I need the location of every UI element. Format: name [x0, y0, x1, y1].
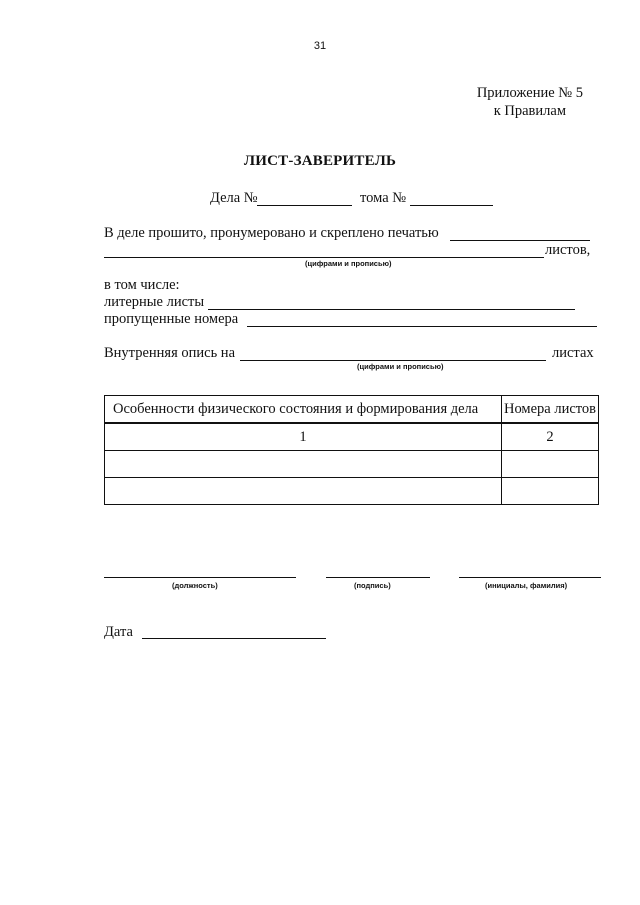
- name-field[interactable]: [459, 577, 601, 578]
- inventory-label: Внутренняя опись на: [104, 345, 236, 361]
- sheets-hint: (цифрами и прописью): [305, 259, 392, 268]
- case-number-label: Дела №: [210, 190, 258, 206]
- position-hint: (должность): [172, 581, 218, 590]
- stitched-field-1[interactable]: [450, 240, 590, 241]
- sheets-suffix: листов,: [545, 242, 591, 258]
- appendix-rules-label: к Правилам: [493, 103, 566, 119]
- date-label: Дата: [104, 624, 133, 640]
- column-number-row: [105, 423, 599, 451]
- inventory-field[interactable]: [240, 360, 546, 361]
- table-cell-sheet-numbers[interactable]: [502, 478, 599, 505]
- missing-numbers-label: пропущенные номера: [104, 311, 239, 327]
- appendix-label: Приложение № 5: [476, 85, 583, 101]
- table-row: [105, 451, 599, 478]
- volume-number-label: тома №: [360, 190, 407, 206]
- inventory-suffix: листах: [552, 345, 594, 361]
- missing-numbers-field[interactable]: [247, 326, 597, 327]
- sheet-count-field[interactable]: [104, 257, 544, 258]
- column-header-condition: Особенности физического состояния и формирования дела: [105, 396, 502, 424]
- signature-hint: (подпись): [354, 581, 391, 590]
- table-cell-condition[interactable]: [105, 451, 502, 478]
- document-title: ЛИСТ-ЗАВЕРИТЕЛЬ: [243, 153, 397, 169]
- table-header-row: [105, 396, 599, 424]
- name-hint: (инициалы, фамилия): [485, 581, 568, 590]
- letter-sheets-label: литерные листы: [104, 294, 205, 310]
- stitched-statement: В деле прошито, пронумеровано и скреплено печатью: [104, 225, 439, 241]
- table-cell-condition[interactable]: [105, 478, 502, 505]
- column-header-sheet-numbers: Номера листов: [502, 396, 599, 424]
- letter-sheets-field[interactable]: [208, 309, 575, 310]
- case-number-field[interactable]: [257, 205, 352, 206]
- inventory-hint: (цифрами и прописью): [357, 362, 444, 371]
- table-cell-sheet-numbers[interactable]: [502, 451, 599, 478]
- date-field[interactable]: [142, 638, 326, 639]
- volume-number-field[interactable]: [410, 205, 493, 206]
- page-number: 31: [313, 40, 327, 52]
- including-label: в том числе:: [104, 277, 180, 293]
- position-field[interactable]: [104, 577, 296, 578]
- signature-field[interactable]: [326, 577, 430, 578]
- physical-state-table: [104, 395, 599, 505]
- table-row: [105, 478, 599, 505]
- column-number-2: 2: [502, 423, 599, 451]
- column-number-1: 1: [105, 423, 502, 451]
